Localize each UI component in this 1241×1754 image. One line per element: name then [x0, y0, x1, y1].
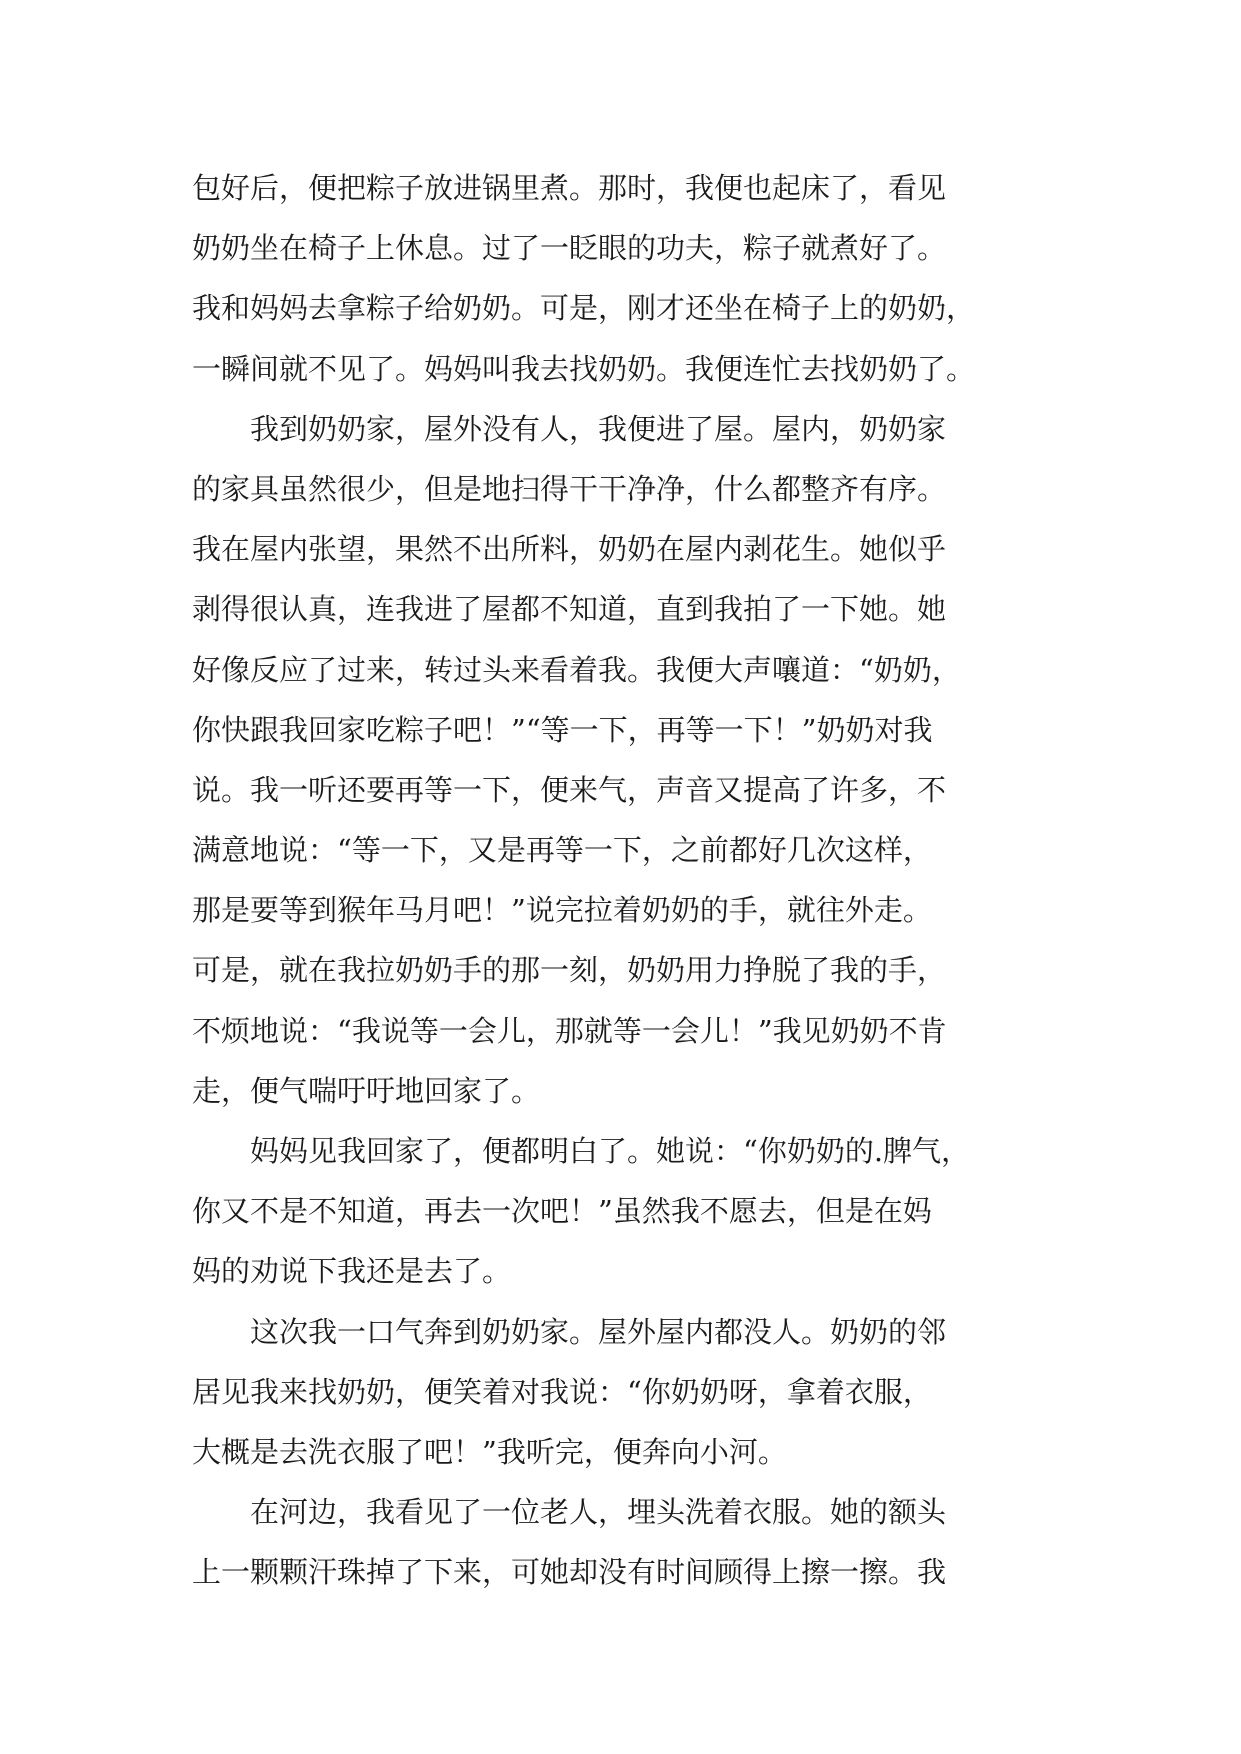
text-line: 那是要等到猴年马月吧！”说完拉着奶奶的手，就往外走。 — [192, 893, 932, 928]
text-line: 我到奶奶家，屋外没有人，我便进了屋。屋内，奶奶家 — [192, 411, 947, 446]
text-line: 妈妈见我回家了，便都明白了。她说：“你奶奶的.脾气， — [192, 1134, 971, 1168]
text-line: 我和妈妈去拿粽子给奶奶。可是，刚才还坐在椅子上的奶奶， — [192, 291, 976, 326]
text-line: 奶奶坐在椅子上休息。过了一眨眼的功夫，粽子就煮好了。 — [192, 231, 947, 266]
text-line: 包好后，便把粽子放进锅里煮。那时，我便也起床了，看见 — [192, 171, 947, 205]
text-line: 上一颗颗汗珠掉了下来，可她却没有时间顾得上擦一擦。我 — [192, 1555, 947, 1590]
text-line: 一瞬间就不见了。妈妈叫我去找奶奶。我便连忙去找奶奶了。 — [192, 351, 976, 386]
text-line: 大概是去洗衣服了吧！”我听完，便奔向小河。 — [192, 1434, 787, 1469]
body-text — [192, 158, 1072, 1603]
text-line: 说。我一听还要再等一下，便来气，声音又提高了许多，不 — [192, 772, 947, 807]
text-line: 走，便气喘吁吁地回家了。 — [192, 1073, 541, 1108]
text-line: 妈的劝说下我还是去了。 — [192, 1254, 512, 1289]
text-line: 好像反应了过来，转过头来看着我。我便大声嚷道：“奶奶， — [192, 652, 961, 687]
text-line: 这次我一口气奔到奶奶家。屋外屋内都没人。奶奶的邻 — [192, 1314, 947, 1349]
text-line: 你快跟我回家吃粽子吧！”“等一下，再等一下！”奶奶对我 — [192, 712, 933, 747]
text-line: 我在屋内张望，果然不出所料，奶奶在屋内剥花生。她似乎 — [192, 532, 947, 567]
text-line: 你又不是不知道，再去一次吧！”虽然我不愿去，但是在妈 — [192, 1194, 932, 1229]
text-line: 可是，就在我拉奶奶手的那一刻，奶奶用力挣脱了我的手， — [192, 953, 947, 988]
text-line: 不烦地说：“我说等一会儿，那就等一会儿！”我见奶奶不肯 — [192, 1013, 947, 1048]
text-line: 居见我来找奶奶，便笑着对我说：“你奶奶呀，拿着衣服， — [192, 1374, 932, 1409]
text-line: 的家具虽然很少，但是地扫得干干净净，什么都整齐有序。 — [192, 471, 947, 506]
text-line: 剥得很认真，连我进了屋都不知道，直到我拍了一下她。她 — [192, 592, 947, 627]
text-line: 在河边，我看见了一位老人，埋头洗着衣服。她的额头 — [192, 1495, 947, 1530]
text-line: 满意地说：“等一下，又是再等一下，之前都好几次这样， — [192, 833, 932, 868]
